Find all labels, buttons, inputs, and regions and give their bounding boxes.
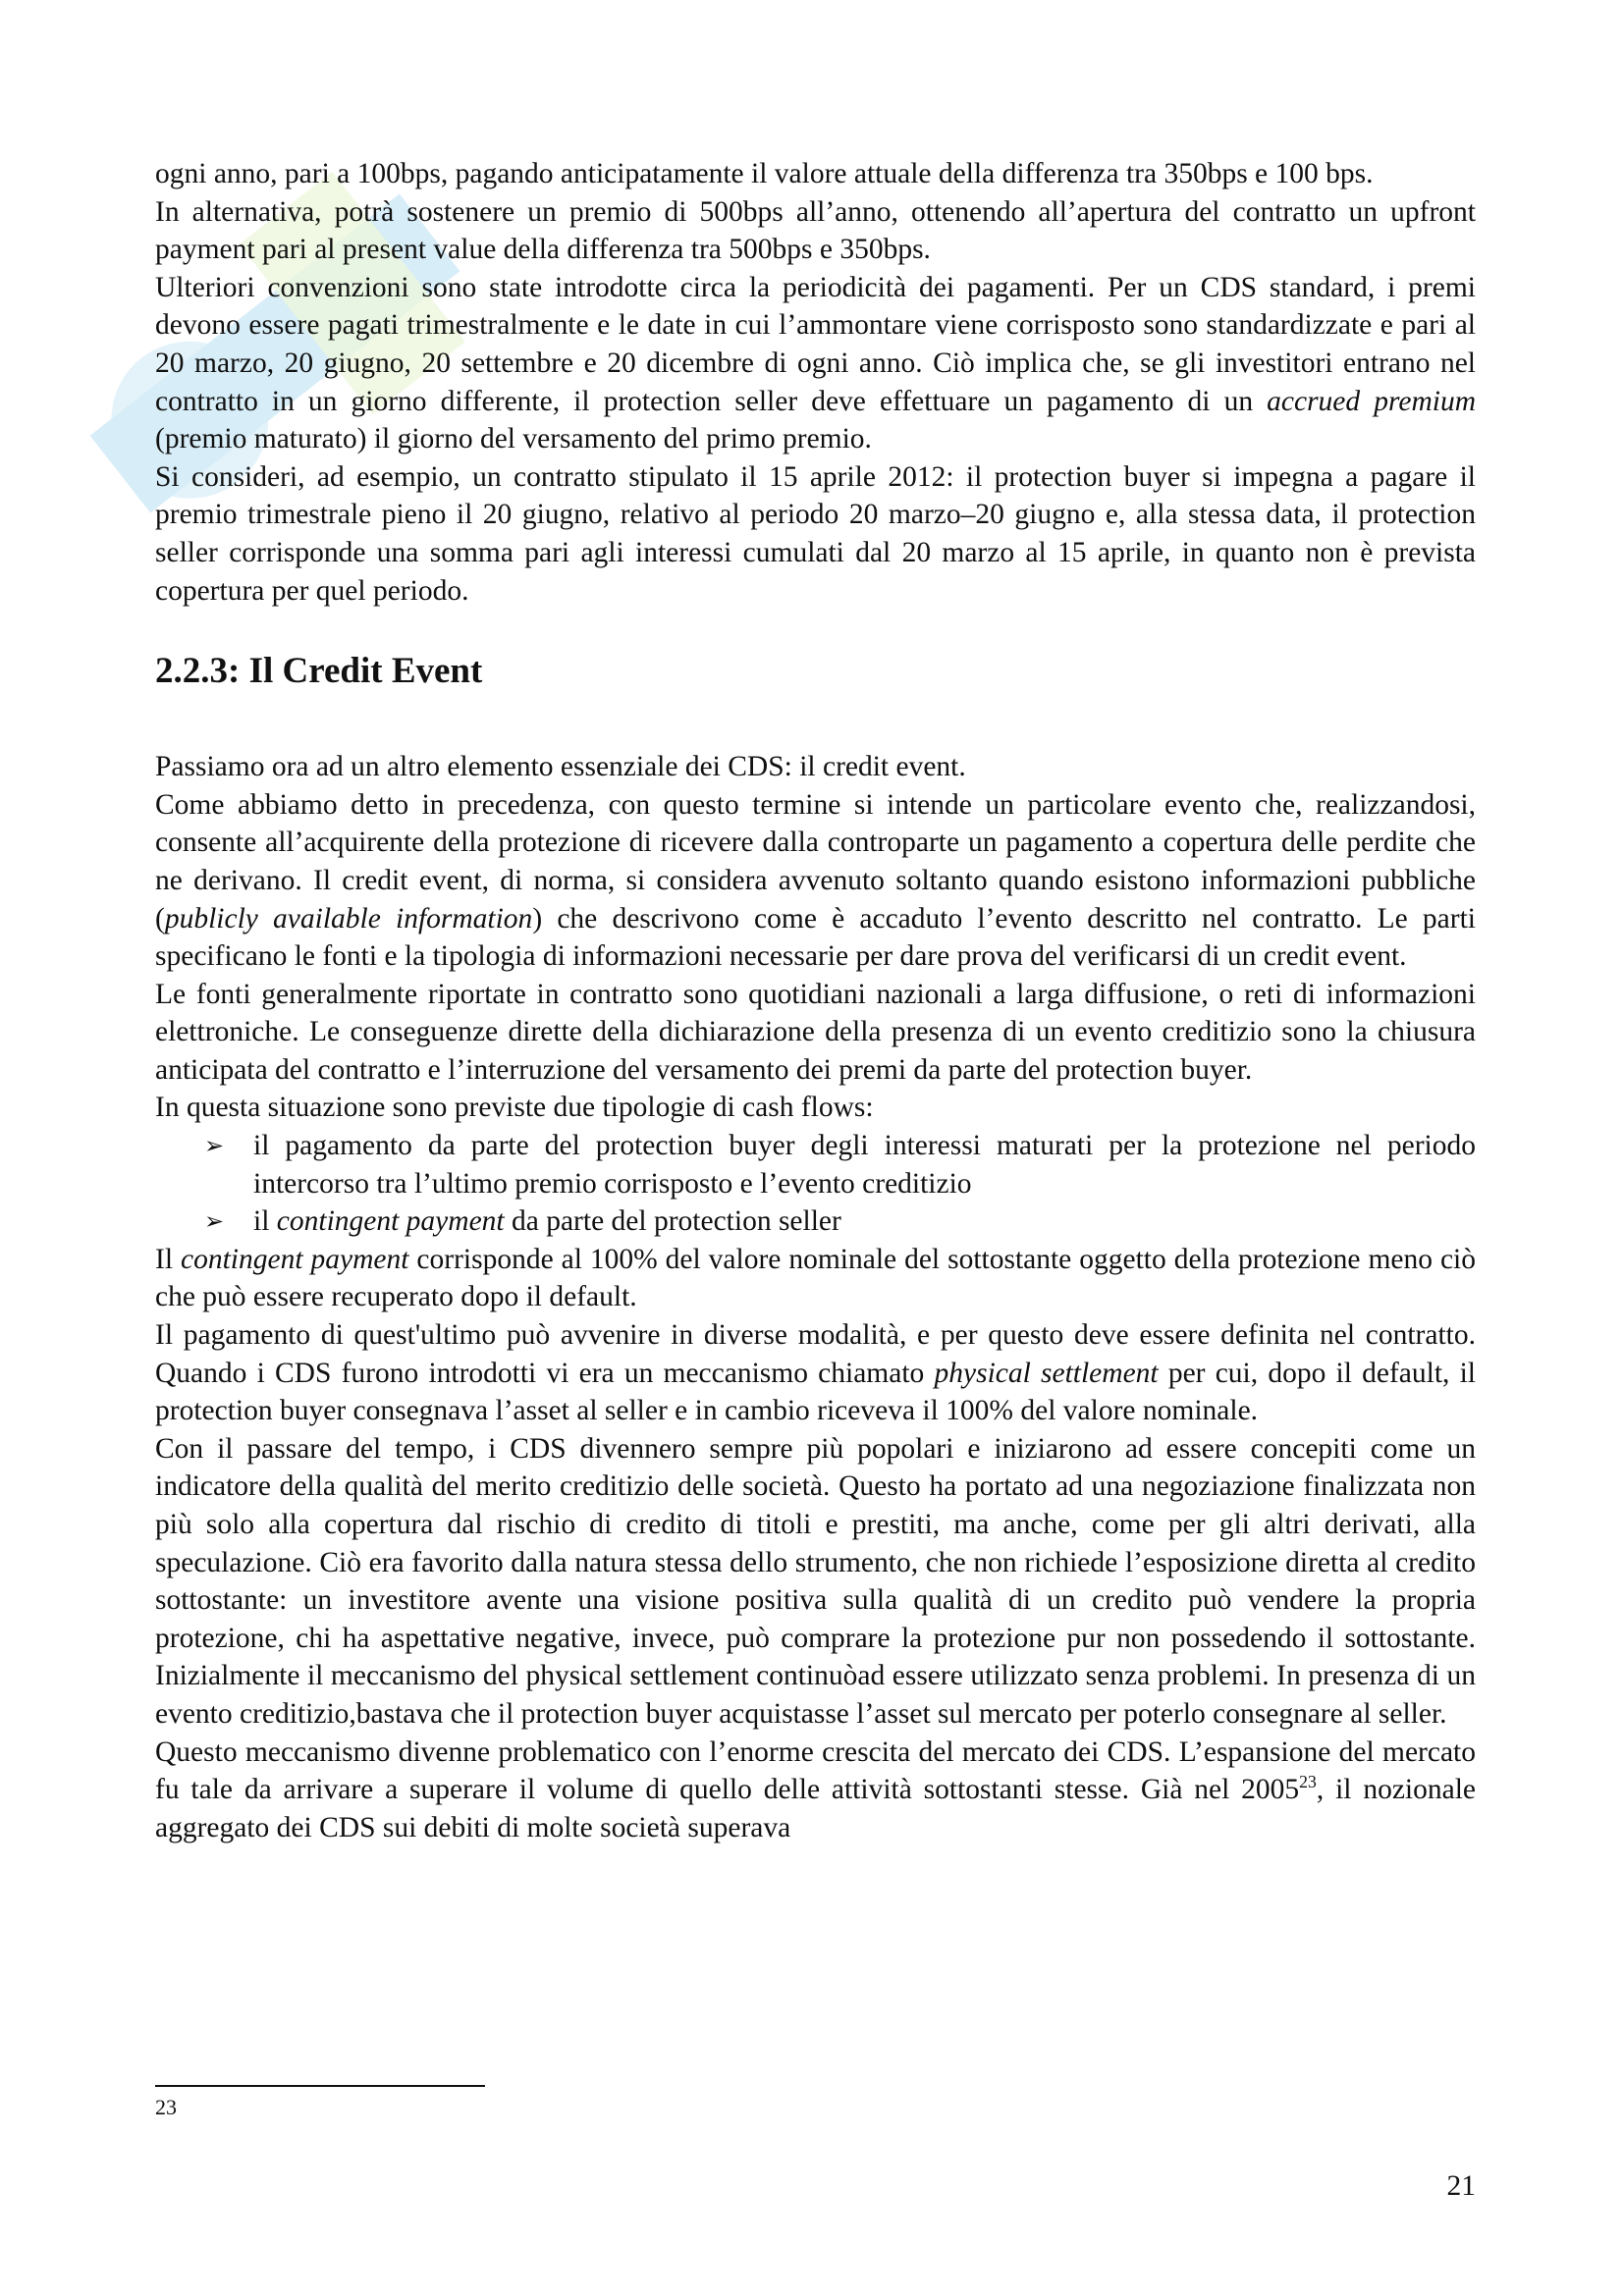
paragraph: Il contingent payment corrisponde al 100% del valore nominale del sottostante oggetto della protezione meno ciò che può essere recuperato dopo il default. <box>155 1243 1476 1313</box>
bullet-list <box>155 1127 1476 1241</box>
paragraph: Il pagamento di quest'ultimo può avvenire in diverse modalità, e per questo deve essere definita nel contratto. Quando i CDS furono introdotti vi era un meccanismo chiamato physical settlement per cui, dopo il default, il protection buyer consegnava l’asset al seller e in cambio riceveva il 100% del valore nominale. <box>155 1319 1476 1427</box>
paragraph: Con il passare del tempo, i CDS divennero sempre più popolari e iniziarono ad essere concepiti come un indicatore della qualità del merito creditizio delle società. Questo ha portato ad una negoziazione finalizzata non più solo alla copertura dal rischio di credito di titoli e prestiti, ma anche, come per gli altri derivati, alla speculazione. Ciò era favorito dalla natura stessa dello strumento, che non richiede l’esposizione diretta al credito sottostante: un investitore avente una visione positiva sulla qualità di un credito può vendere la propria protezione, chi ha aspettative negative, invece, può comprare la protezione pur non possedendo il sottostante. Inizialmente il meccanismo del physical settlement continuòad essere utilizzato senza problemi. In presenza di un evento creditizio,bastava che il protection buyer acquistasse l’asset sul mercato per poterlo consegnare al seller. <box>155 1432 1476 1730</box>
paragraph: Come abbiamo detto in precedenza, con questo termine si intende un particolare evento che, realizzandosi, consente all’acquirente della protezione di ricevere dalla controparte un pagamento a copertura delle perdite che ne derivano. Il credit event, di norma, si considera avvenuto soltanto quando esistono informazioni pubbliche (publicly available information) che descrivono come è accaduto l’evento descritto nel contratto. Le parti specificano le fonti e la tipologia di informazioni necessarie per dare prova del verificarsi di un credit event. <box>155 788 1476 973</box>
paragraph: Si consideri, ad esempio, un contratto stipulato il 15 aprile 2012: il protection buyer si impegna a pagare il premio trimestrale pieno il 20 giugno, relativo al periodo 20 marzo–20 giugno e, alla stessa data, il protection seller corrisponde una somma pari agli interessi cumulati dal 20 marzo al 15 aprile, in quanto non è prevista copertura per quel periodo. <box>155 460 1476 607</box>
arrow-bullet-icon: ➢ <box>204 1207 225 1236</box>
paragraph: ogni anno, pari a 100bps, pagando anticipatamente il valore attuale della differenza tra 350bps e 100 bps. <box>155 158 1374 189</box>
paragraph: Ulteriori convenzioni sono state introdotte circa la periodicità dei pagamenti. Per un CDS standard, i premi devono essere pagati trimestralmente e le date in cui l’ammontare viene corrisposto sono standardizzate e pari al 20 marzo, 20 giugno, 20 settembre e 20 dicembre di ogni anno. Ciò implica che, se gli investitori entrano nel contratto in un giorno differente, il protection seller deve effettuare un pagamento di un accrued premium (premio maturato) il giorno del versamento del primo premio. <box>155 271 1477 455</box>
list-item: ➢ il contingent payment da parte del protection seller <box>204 1202 1476 1241</box>
footnote: 23 <box>155 2095 177 2119</box>
document-body <box>155 155 1476 1846</box>
arrow-bullet-icon: ➢ <box>204 1132 225 1160</box>
page-number: 21 <box>1446 2170 1476 2202</box>
section-heading: 2.2.3: Il Credit Event <box>155 651 483 692</box>
paragraph: In alternativa, potrà sostenere un premio di 500bps all’anno, ottenendo all’apertura del contratto un upfront payment pari al present value della differenza tra 500bps e 350bps. <box>155 195 1476 266</box>
paragraph: In questa situazione sono previste due tipologie di cash flows: <box>155 1092 874 1124</box>
paragraph: Passiamo ora ad un altro elemento essenziale dei CDS: il credit event. <box>155 751 966 783</box>
list-item: ➢ il pagamento da parte del protection buyer degli interessi maturati per la protezione nel periodo intercorso tra l’ultimo premio corrisposto e l’evento creditizio <box>204 1127 1476 1202</box>
paragraph: Le fonti generalmente riportate in contratto sono quotidiani nazionali a larga diffusione, o reti di informazioni elettroniche. Le conseguenze dirette della dichiarazione della presenza di un evento creditizio sono la chiusura anticipata del contratto e l’interruzione del versamento dei premi da parte del protection buyer. <box>155 978 1476 1086</box>
paragraph: Questo meccanismo divenne problematico con l’enorme crescita del mercato dei CDS. L’espansione del mercato fu tale da arrivare a superare il volume di quello delle attività sottostanti stesse. Già nel 2005$^{23}$, il nozionale aggregato dei CDS sui debiti di molte società superava <box>155 1735 1476 1843</box>
footnote-divider <box>155 2085 485 2087</box>
footnote-reference[interactable]: 23 <box>1299 1772 1317 1792</box>
